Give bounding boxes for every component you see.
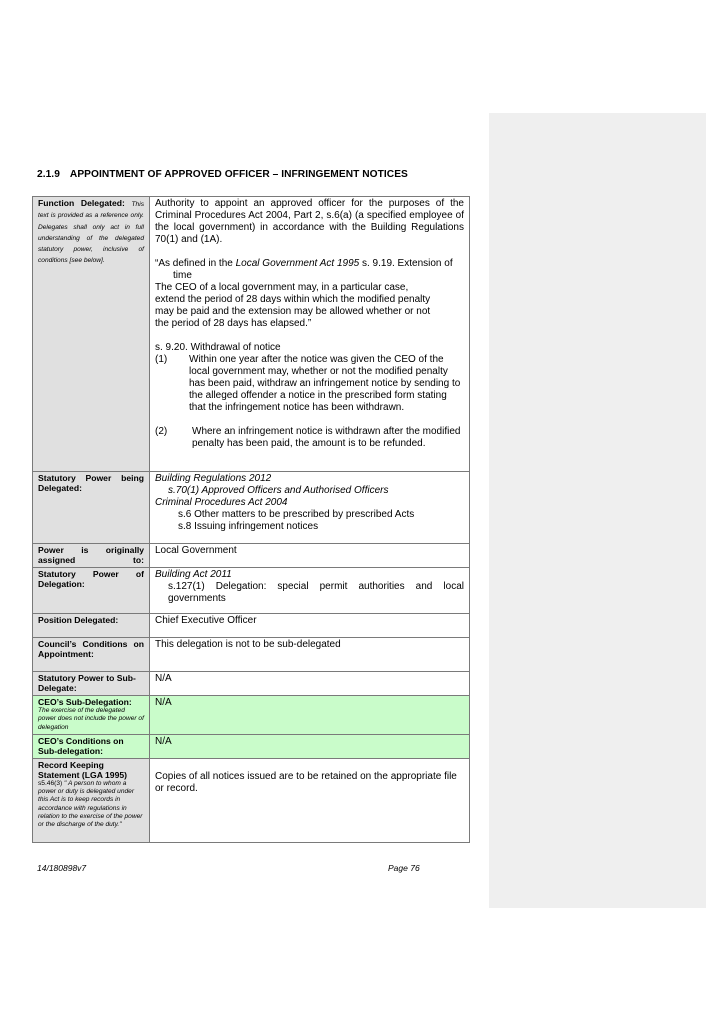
- record-value: Copies of all notices issued are to be retained on the appropriate file or record.: [155, 770, 457, 794]
- section-title: APPOINTMENT OF APPROVED OFFICER – INFRINGEMENT NOTICES: [69, 169, 408, 180]
- statutory-line-2: s.70(1) Approved Officers and Authorised Officers: [168, 485, 389, 496]
- quote-line-4: the period of 28 days has elapsed.”: [155, 318, 312, 329]
- label-cell: [33, 544, 150, 568]
- table-row: [33, 638, 470, 672]
- table-row: [33, 197, 470, 472]
- record-note: [38, 780, 144, 830]
- ceo-conditions-label: CEO’s Conditions on Sub-delegation:: [38, 735, 124, 756]
- quote-act: Local Government Act 1995: [235, 258, 360, 269]
- statutory-line-5: s.8 Issuing infringement notices: [178, 521, 319, 532]
- ceo-sub-note: The exercise of the delegated power does not include the power of delegation: [38, 707, 144, 731]
- ceo-conditions-value: N/A: [155, 735, 172, 747]
- label-cell: [33, 614, 150, 638]
- document-reference: 14/180898v7: [37, 863, 87, 873]
- delegation-label: Statutory Power of Delegation:: [38, 569, 144, 589]
- quote-section: s. 9.19. Extension of: [359, 258, 453, 269]
- table-row: [33, 568, 470, 614]
- assigned-value: Local Government: [155, 545, 237, 556]
- clause-2-text: Where an infringement notice is withdrawn after the modified penalty has been paid, the amount is to be refunded.: [192, 426, 461, 449]
- delegation-line-2: s.127(1) Delegation: special permit authorities and local governments: [168, 581, 464, 604]
- statutory-line-3: Criminal Procedures Act 2004: [155, 497, 288, 508]
- value-cell: [150, 638, 470, 672]
- ceo-sub-label: CEO’s Sub-Delegation:: [38, 697, 132, 707]
- clause-2: [155, 426, 464, 450]
- table-row: [33, 472, 470, 544]
- sub-delegate-value: N/A: [155, 673, 172, 684]
- record-note-text: " A person to whom a power or duty is delegated under this Act is to keep records in accordance with regulations in relation to the exercise of the power or the discharge of the duty.": [38, 779, 143, 829]
- label-cell: [33, 758, 150, 842]
- quote-open: “As defined in the: [155, 258, 236, 269]
- record-label: Record Keeping Statement (LGA 1995): [38, 759, 127, 780]
- sub-delegate-label: Statutory Power to Sub-Delegate:: [38, 673, 136, 693]
- quote-line-2: extend the period of 28 days within which the modified penalty: [155, 294, 431, 305]
- conditions-value: This delegation is not to be sub-delegated: [155, 639, 341, 650]
- label-cell: [33, 472, 150, 544]
- assigned-label: Power is originally assigned to:: [38, 545, 144, 565]
- delegation-line-2-wrap: [155, 581, 464, 605]
- s920-heading: s. 9.20. Withdrawal of notice: [155, 342, 281, 353]
- delegation-line-1: Building Act 2011: [155, 569, 232, 580]
- function-note: [38, 198, 144, 266]
- label-cell: [33, 672, 150, 696]
- label-cell: [33, 638, 150, 672]
- clause-1-text: Within one year after the notice was given the CEO of the local government may, whether or not the modified penalty has been paid, withdraw an infringement notice by sending to the alleged offender a notice in the prescribed form stating that the infringement notice has been withdrawn.: [189, 354, 461, 413]
- section-number: 2.1.9: [37, 169, 60, 180]
- function-label: Function Delegated:: [38, 198, 125, 208]
- value-cell: [150, 197, 470, 472]
- delegation-table: [32, 196, 470, 843]
- table-row: [33, 758, 470, 842]
- function-note-text: This text is provided as a reference only. Delegates shall only act in full understanding of the delegated statutory power, inclusive of conditions [see below].: [38, 201, 144, 265]
- clause-1-number: (1): [155, 354, 168, 365]
- statutory-line-1: Building Regulations 2012: [155, 473, 272, 484]
- value-cell: [150, 672, 470, 696]
- value-cell: [150, 758, 470, 842]
- statutory-power-label: Statutory Power being Delegated:: [38, 473, 144, 493]
- quote-line: [155, 258, 464, 270]
- table-row: [33, 544, 470, 568]
- page-number: Page 76: [388, 863, 420, 873]
- table-row: [33, 672, 470, 696]
- value-cell: [150, 734, 470, 758]
- label-cell: [33, 734, 150, 758]
- label-cell: [33, 696, 150, 735]
- clause-1: [155, 354, 464, 414]
- value-cell: [150, 472, 470, 544]
- label-cell: [33, 568, 150, 614]
- comment-margin-pane: [489, 113, 706, 908]
- quote-time: time: [173, 270, 192, 281]
- quote-line-3: may be paid and the extension may be allowed whether or not: [155, 306, 431, 317]
- conditions-label: Council’s Conditions on Appointment:: [38, 639, 144, 659]
- table-row: [33, 614, 470, 638]
- value-cell: [150, 614, 470, 638]
- position-label: Position Delegated:: [38, 615, 119, 625]
- table-row: [33, 734, 470, 758]
- label-cell: [33, 197, 150, 472]
- ceo-sub-value: N/A: [155, 697, 172, 708]
- value-cell: [150, 696, 470, 735]
- quote-line-1: The CEO of a local government may, in a particular case,: [155, 282, 409, 293]
- record-note-ref: s5.46(3): [38, 779, 63, 787]
- table-row: [33, 696, 470, 735]
- value-cell: [150, 568, 470, 614]
- clause-2-number: (2): [155, 426, 168, 437]
- position-value: Chief Executive Officer: [155, 615, 257, 626]
- function-text: Authority to appoint an approved officer for the purposes of the Criminal Procedures Act 2004, Part 2, s.6(a) (a specified employee of the local government) in accordance with the Building Regulations 70(1) and (1A).: [155, 198, 464, 245]
- section-heading: [37, 169, 408, 180]
- statutory-line-4: s.6 Other matters to be prescribed by prescribed Acts: [178, 509, 415, 520]
- value-cell: [150, 544, 470, 568]
